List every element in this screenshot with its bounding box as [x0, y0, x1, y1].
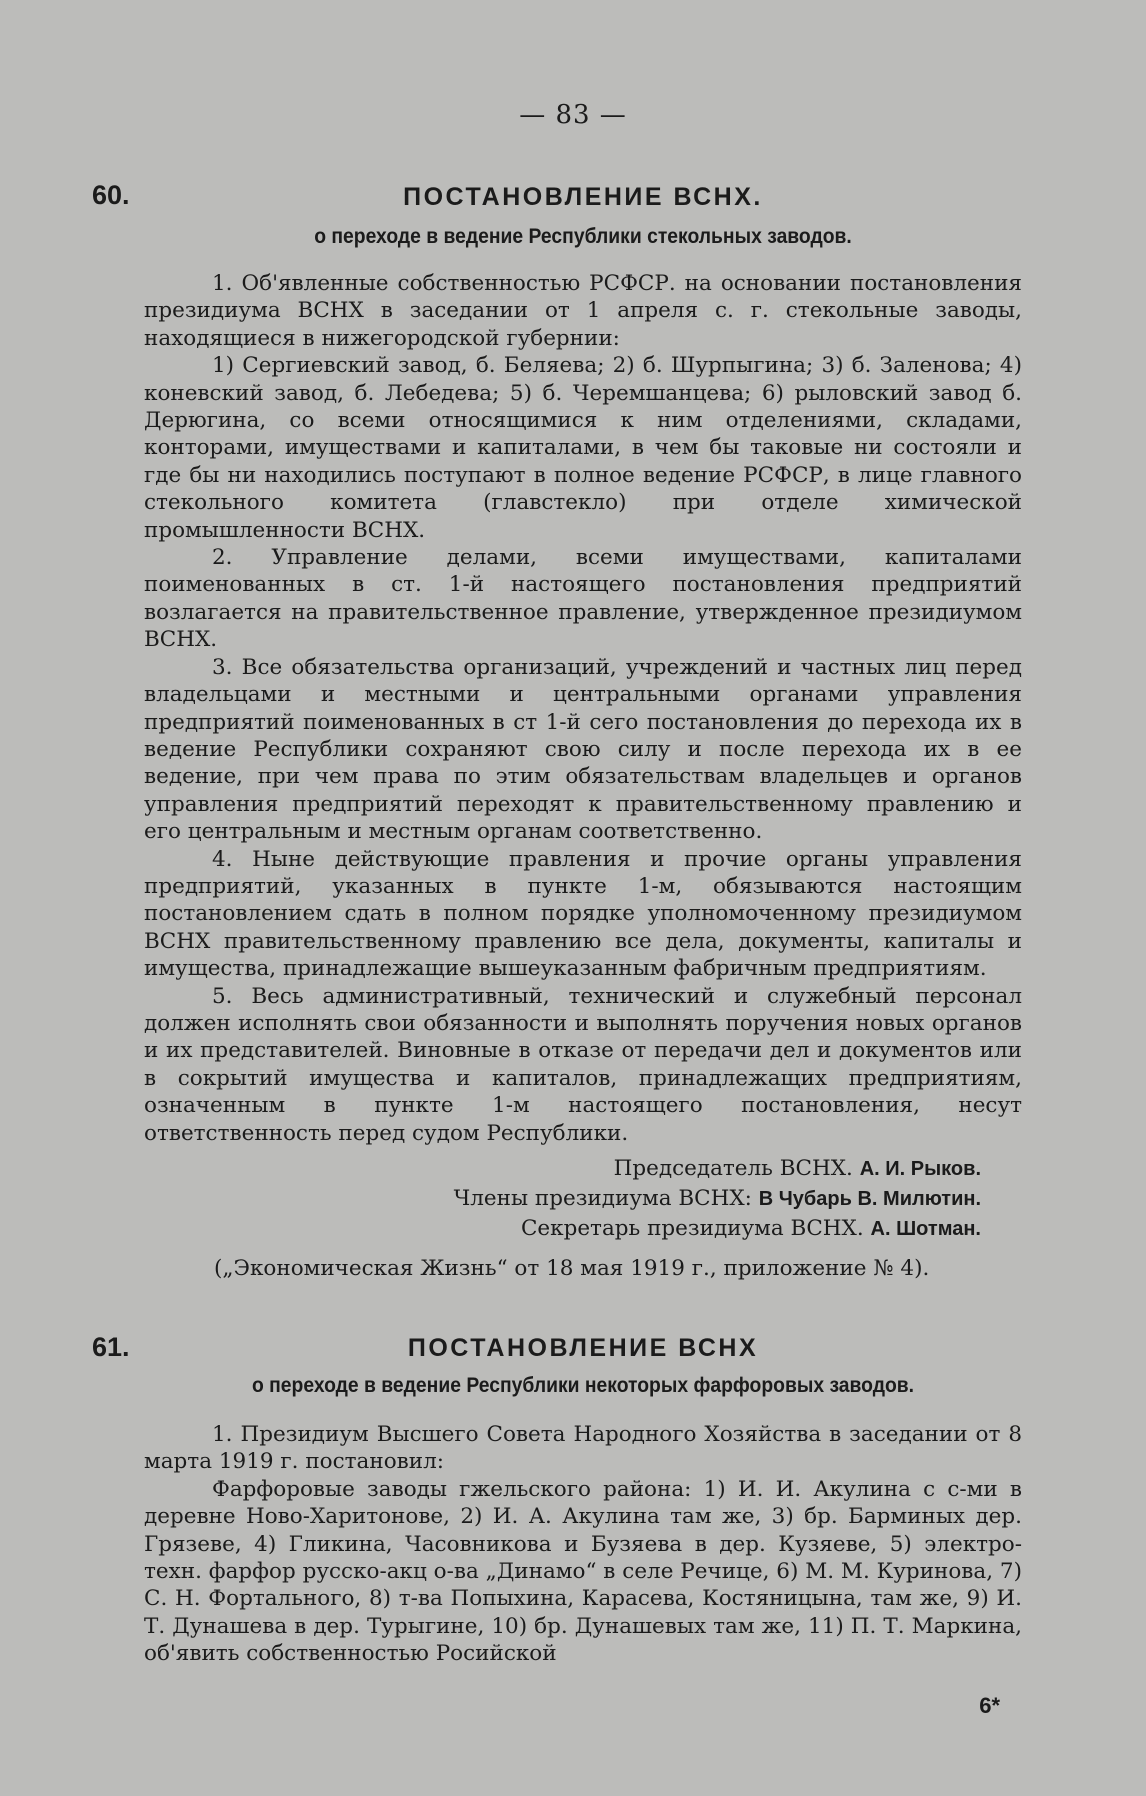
section-61-number: 61.	[92, 1332, 130, 1362]
signature-name: А. И. Рыков.	[859, 1158, 981, 1180]
section-61-title: ПОСТАНОВЛЕНИЕ ВСНХ	[407, 1334, 759, 1362]
section-61-subtitle: о переходе в ведение Республики некоторых фарфоровых заводов.	[251, 1374, 915, 1397]
section-60-subtitle: о переходе в ведение Республики стекольных заводов.	[314, 225, 852, 248]
signature-role: Председатель ВСНХ.	[613, 1156, 853, 1181]
signature-line	[454, 1154, 981, 1184]
signature-line	[454, 1214, 981, 1244]
section-60-body	[144, 270, 1022, 1147]
paragraph: 4. Ныне действующие правления и прочие органы управления предприятий, указанных в пункте 1-м, обязываются настоящим постановлением сдать в полном порядке уполномоченному президиумом ВСНХ правительственному правлению все дела, документы, капиталы и имущества, принадлежащие вышеуказанным фабричным предприятиям.	[144, 846, 1022, 982]
paragraph: 3. Все обязательства организаций, учреждений и частных лиц перед владельцами и местными и центральными органами управления предприятий поименованных в ст 1-й сего постановления до перехода их в ведение Республики сохраняют свою силу и после перехода их в ее ведение, при чем права по этим обязательствам владельцев и органов управления предприятий переходят к правительственному правлению и его центральным и местным органам соответственно.	[144, 654, 1022, 845]
signature-name: А. Шотман.	[870, 1218, 981, 1240]
section-60-number: 60.	[92, 180, 130, 210]
paragraph: Фарфоровые заводы гжельского района: 1) И. И. Акулина с с-ми в деревне Ново-Харитонове, 2) И. А. Акулина там же, 3) бр. Барминых дер. Грязеве, 4) Гликина, Часовникова и Бузяева в дер. Кузяеве, 5) электро-техн. фарфор русско-акц о-ва „Динамо“ в селе Речице, 6) М. М. Куринова, 7) С. Н. Фортального, 8) т-ва Попыхина, Карасева, Костяницына, там же, 9) И. Т. Дунашева в дер. Турыгине, 10) бр. Дунашевых там же, 11) П. Т. Маркина, об'явить собственностью Росийской	[144, 1476, 1022, 1667]
paragraph: 1. Президиум Высшего Совета Народного Хозяйства в заседании от 8 марта 1919 г. постановил:	[144, 1422, 1022, 1475]
signature-line	[454, 1184, 981, 1214]
paragraph: 1) Сергиевский завод, б. Беляева; 2) б. Шурпыгина; 3) б. Заленова; 4) коневский завод, б. Лебедева; 5) б. Черемшанцева; 6) рыловский завод б. Дерюгина, со всеми относящимися к ним отделениями, складами, конторами, имуществами и капиталами, в чем бы таковые ни состояли и где бы ни находились поступают в полное ведение РСФСР, в лице главного стекольного комитета (главстекло) при отделе химической промышленности ВСНХ.	[144, 353, 1022, 543]
paragraph: 5. Весь административный, технический и служебный персонал должен исполнять свои обязанности и выполнять поручения новых органов и их представителей. Виновные в отказе от передачи дел и документов или в сокрытий имущества и капиталов, принадлежащих предприятиям, означенным в пункте 1-м настоящего постановления, несут ответственность перед судом Республики.	[144, 983, 1022, 1146]
paragraph: 1. Об'явленные собственностью РСФСР. на основании постановления президиума ВСНХ в заседании от 1 апреля с. г. стекольные заводы, находящиеся в нижегородской губернии:	[144, 271, 1022, 351]
signature-role: Члены президиума ВСНХ:	[453, 1186, 752, 1211]
paragraph: 2. Управление делами, всеми имуществами, капиталами поименованных в ст. 1-й настоящего постановления предприятий возлагается на правительственное правление, утвержденное президиумом ВСНХ.	[144, 545, 1022, 653]
signatures	[454, 1154, 981, 1244]
signature-role: Секретарь президиума ВСНХ.	[520, 1216, 864, 1241]
page-number: — 83 —	[519, 100, 627, 130]
section-60-title: ПОСТАНОВЛЕНИЕ ВСНХ.	[403, 183, 763, 211]
signature-mark: 6*	[979, 1693, 1000, 1718]
signature-name: В Чубарь В. Милютин.	[758, 1188, 981, 1210]
source-citation: („Экономическая Жизнь“ от 18 мая 1919 г., приложение № 4).	[214, 1256, 930, 1281]
section-61-body	[144, 1421, 1022, 1668]
